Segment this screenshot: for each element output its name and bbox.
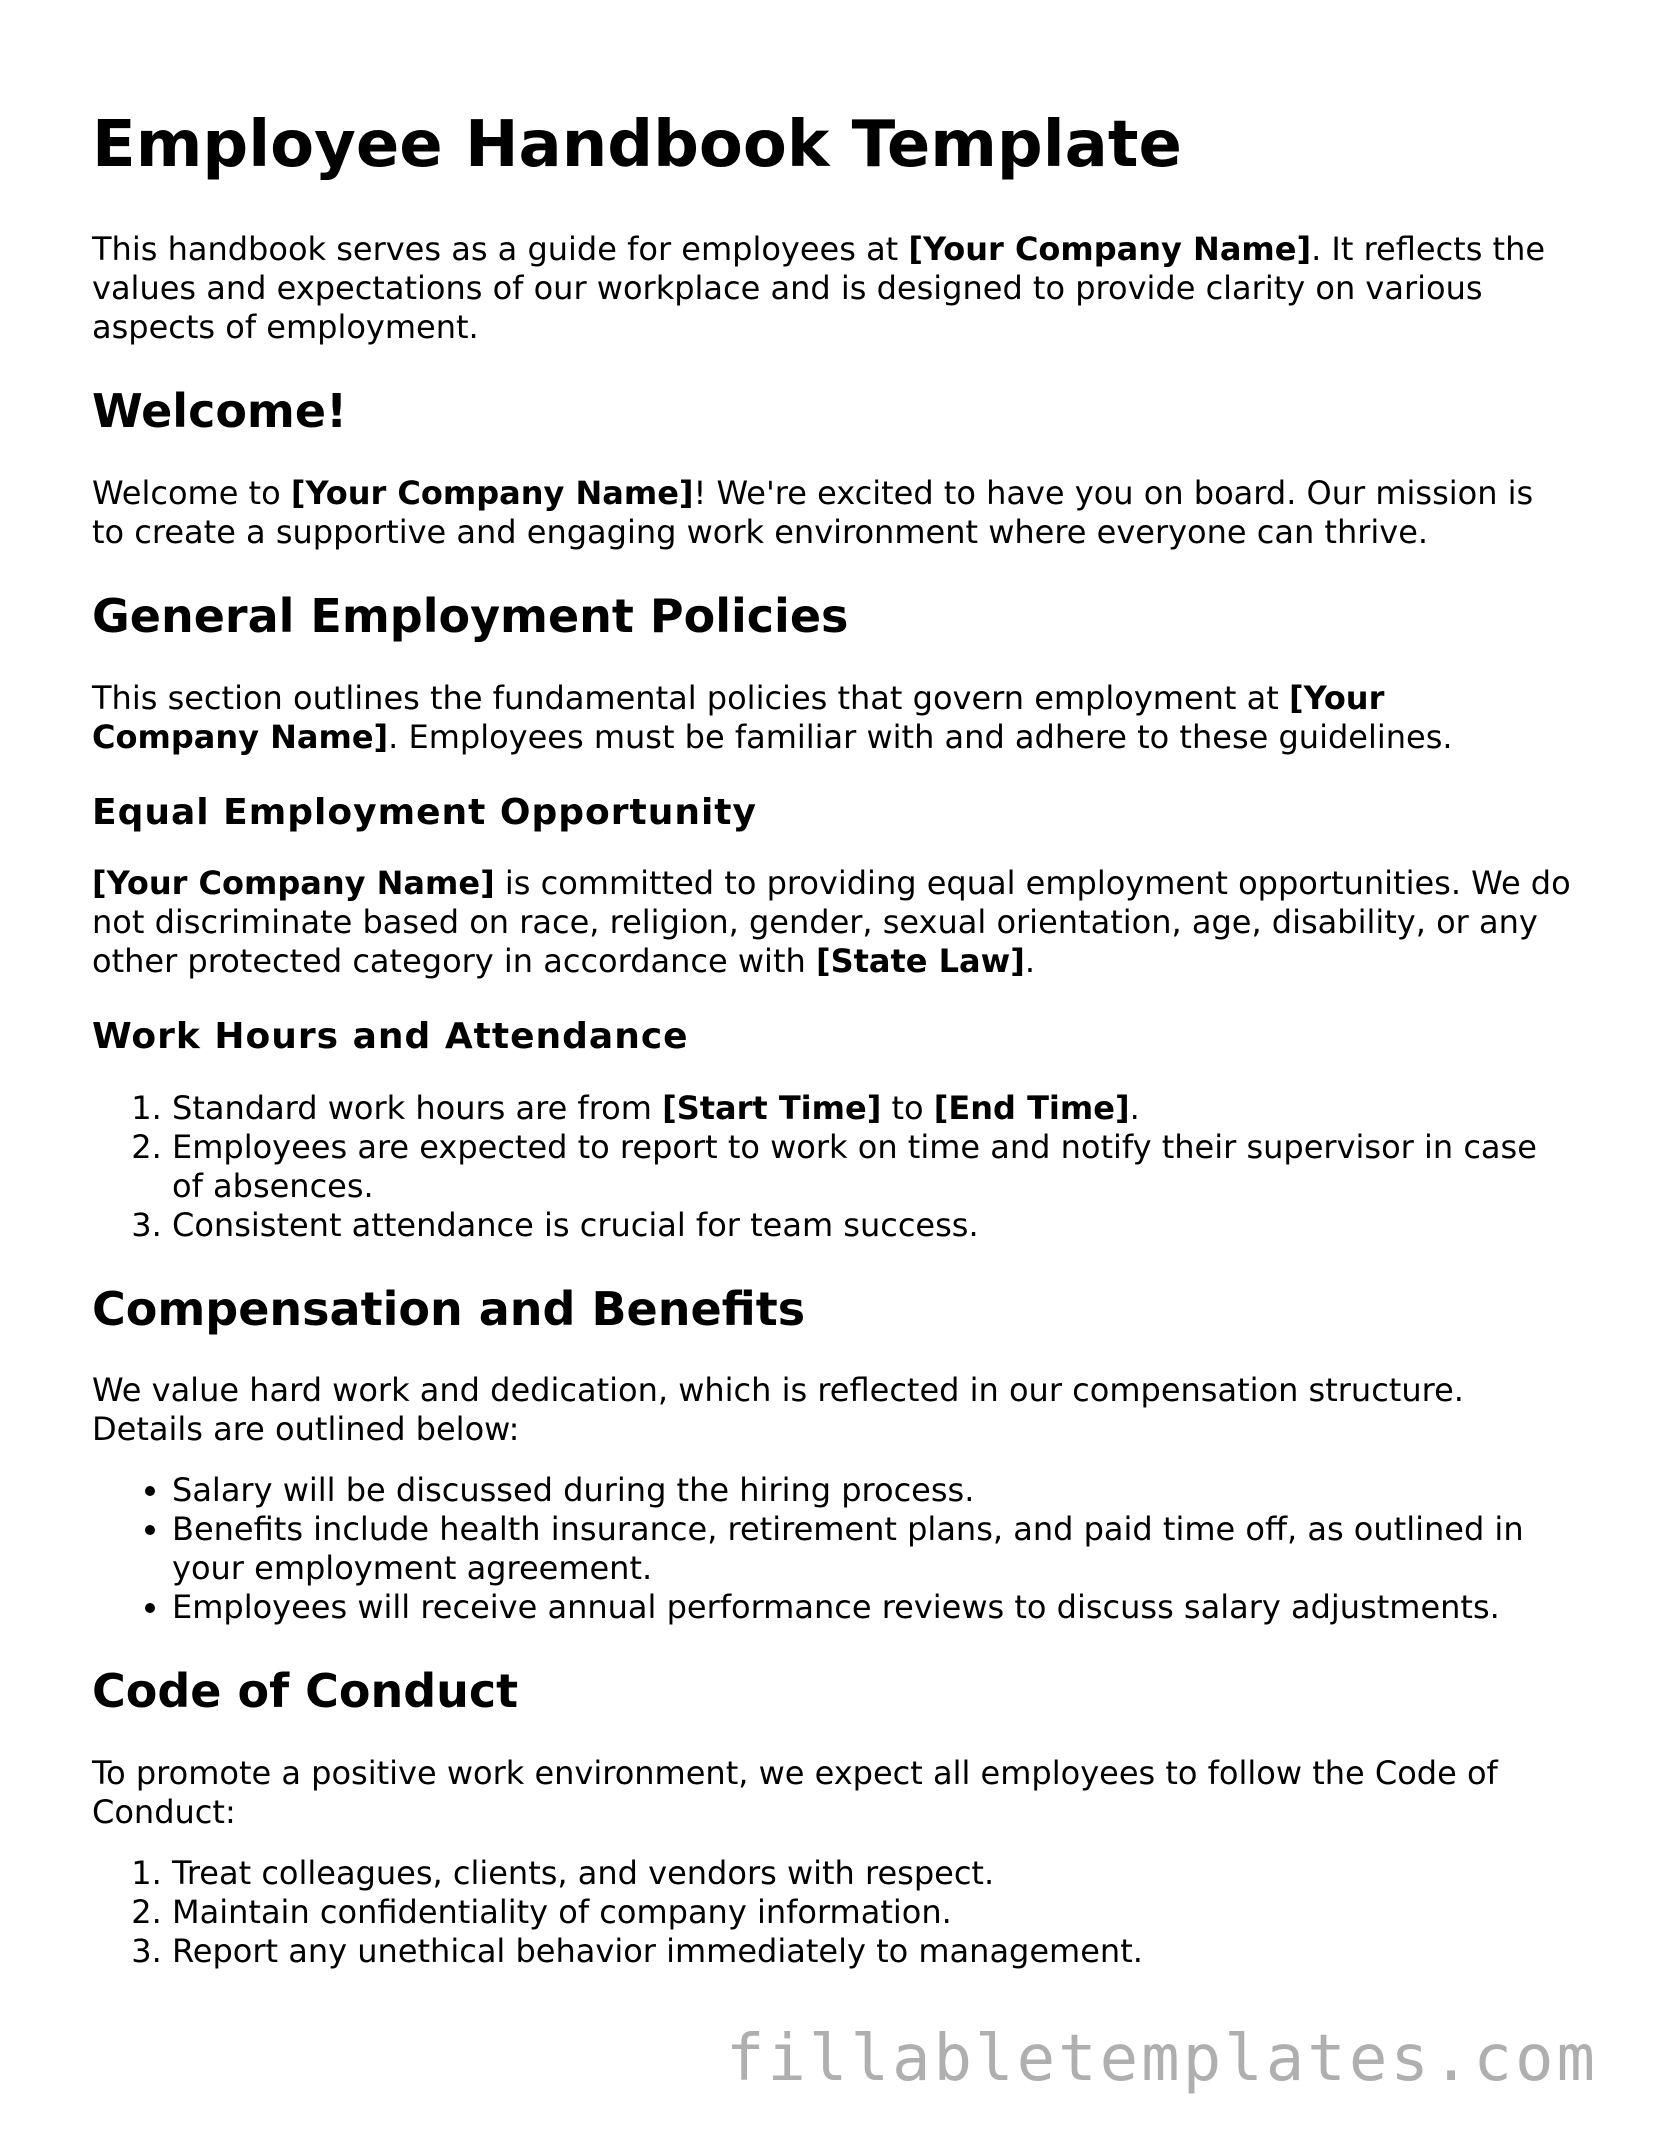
code-of-conduct-paragraph: To promote a positive work environment, we expect all employees to follow the Code of Conduct: [92,1754,1498,1832]
compensation-heading: Compensation and Benefits [92,1281,806,1336]
start-time-placeholder: [Start Time] [662,1088,882,1127]
eeo-paragraph: [Your Company Name] is committed to providing equal employment opportunities. We do not discriminate based on race, religion, gender, sexual orientation, age, disability, or any other protected category in accordance with [State Law]. [92,864,1571,981]
list-item: 2. Maintain confidentiality of company information. [172,1893,1572,1932]
company-placeholder: [Your Company Name] [908,230,1312,269]
list-item: 3. Report any unethical behavior immediately to management. [172,1932,1572,1971]
list-item: 2. Employees are expected to report to work on time and notify their supervisor in case of absences. [172,1128,1572,1206]
state-law-placeholder: [State Law] [815,942,1025,981]
end-time-placeholder: [End Time] [933,1088,1130,1127]
welcome-paragraph: Welcome to [Your Company Name]! We're excited to have you on board. Our mission is to create a supportive and engaging work environment where everyone can thrive. [92,474,1534,552]
document-page [92,110,1572,1971]
company-placeholder: [Your Company Name] [290,474,694,513]
company-placeholder: [Your Company Name] [92,864,495,903]
compensation-paragraph: We value hard work and dedication, which is reflected in our compensation structure. Details are outlined below: [92,1371,1464,1449]
welcome-heading: Welcome! [92,384,348,439]
list-item: 1. Treat colleagues, clients, and vendors with respect. [172,1854,1572,1893]
intro-paragraph: This handbook serves as a guide for employees at [Your Company Name]. It reflects the values and expectations of our workplace and is designed to provide clarity on various aspects of employment. [92,230,1546,347]
general-policies-paragraph: This section outlines the fundamental policies that govern employment at [Your Company Name]. Employees must be familiar with and adhere to these guidelines. [92,679,1453,757]
eeo-heading: Equal Employment Opportunity [92,792,757,834]
company-placeholder: Company Name] [92,718,389,757]
general-policies-heading: General Employment Policies [92,589,849,644]
code-of-conduct-list [92,1854,1572,1971]
work-hours-heading: Work Hours and Attendance [92,1016,689,1058]
company-placeholder: [Your [1288,679,1385,718]
compensation-list [92,1471,1572,1627]
list-item: 1. Standard work hours are from [Start Time] to [End Time]. [172,1089,1572,1128]
list-item: • Salary will be discussed during the hiring process. [172,1471,1572,1510]
watermark: fillabletemplates.com [725,2022,1598,2096]
work-hours-list [92,1089,1572,1245]
document-title: Employee Handbook Template [92,108,1182,182]
list-item: • Benefits include health insurance, retirement plans, and paid time off, as outlined in your employment agreement. [172,1510,1572,1588]
list-item: • Employees will receive annual performance reviews to discuss salary adjustments. [172,1588,1572,1627]
code-of-conduct-heading: Code of Conduct [92,1664,519,1719]
list-item: 3. Consistent attendance is crucial for team success. [172,1206,1572,1245]
